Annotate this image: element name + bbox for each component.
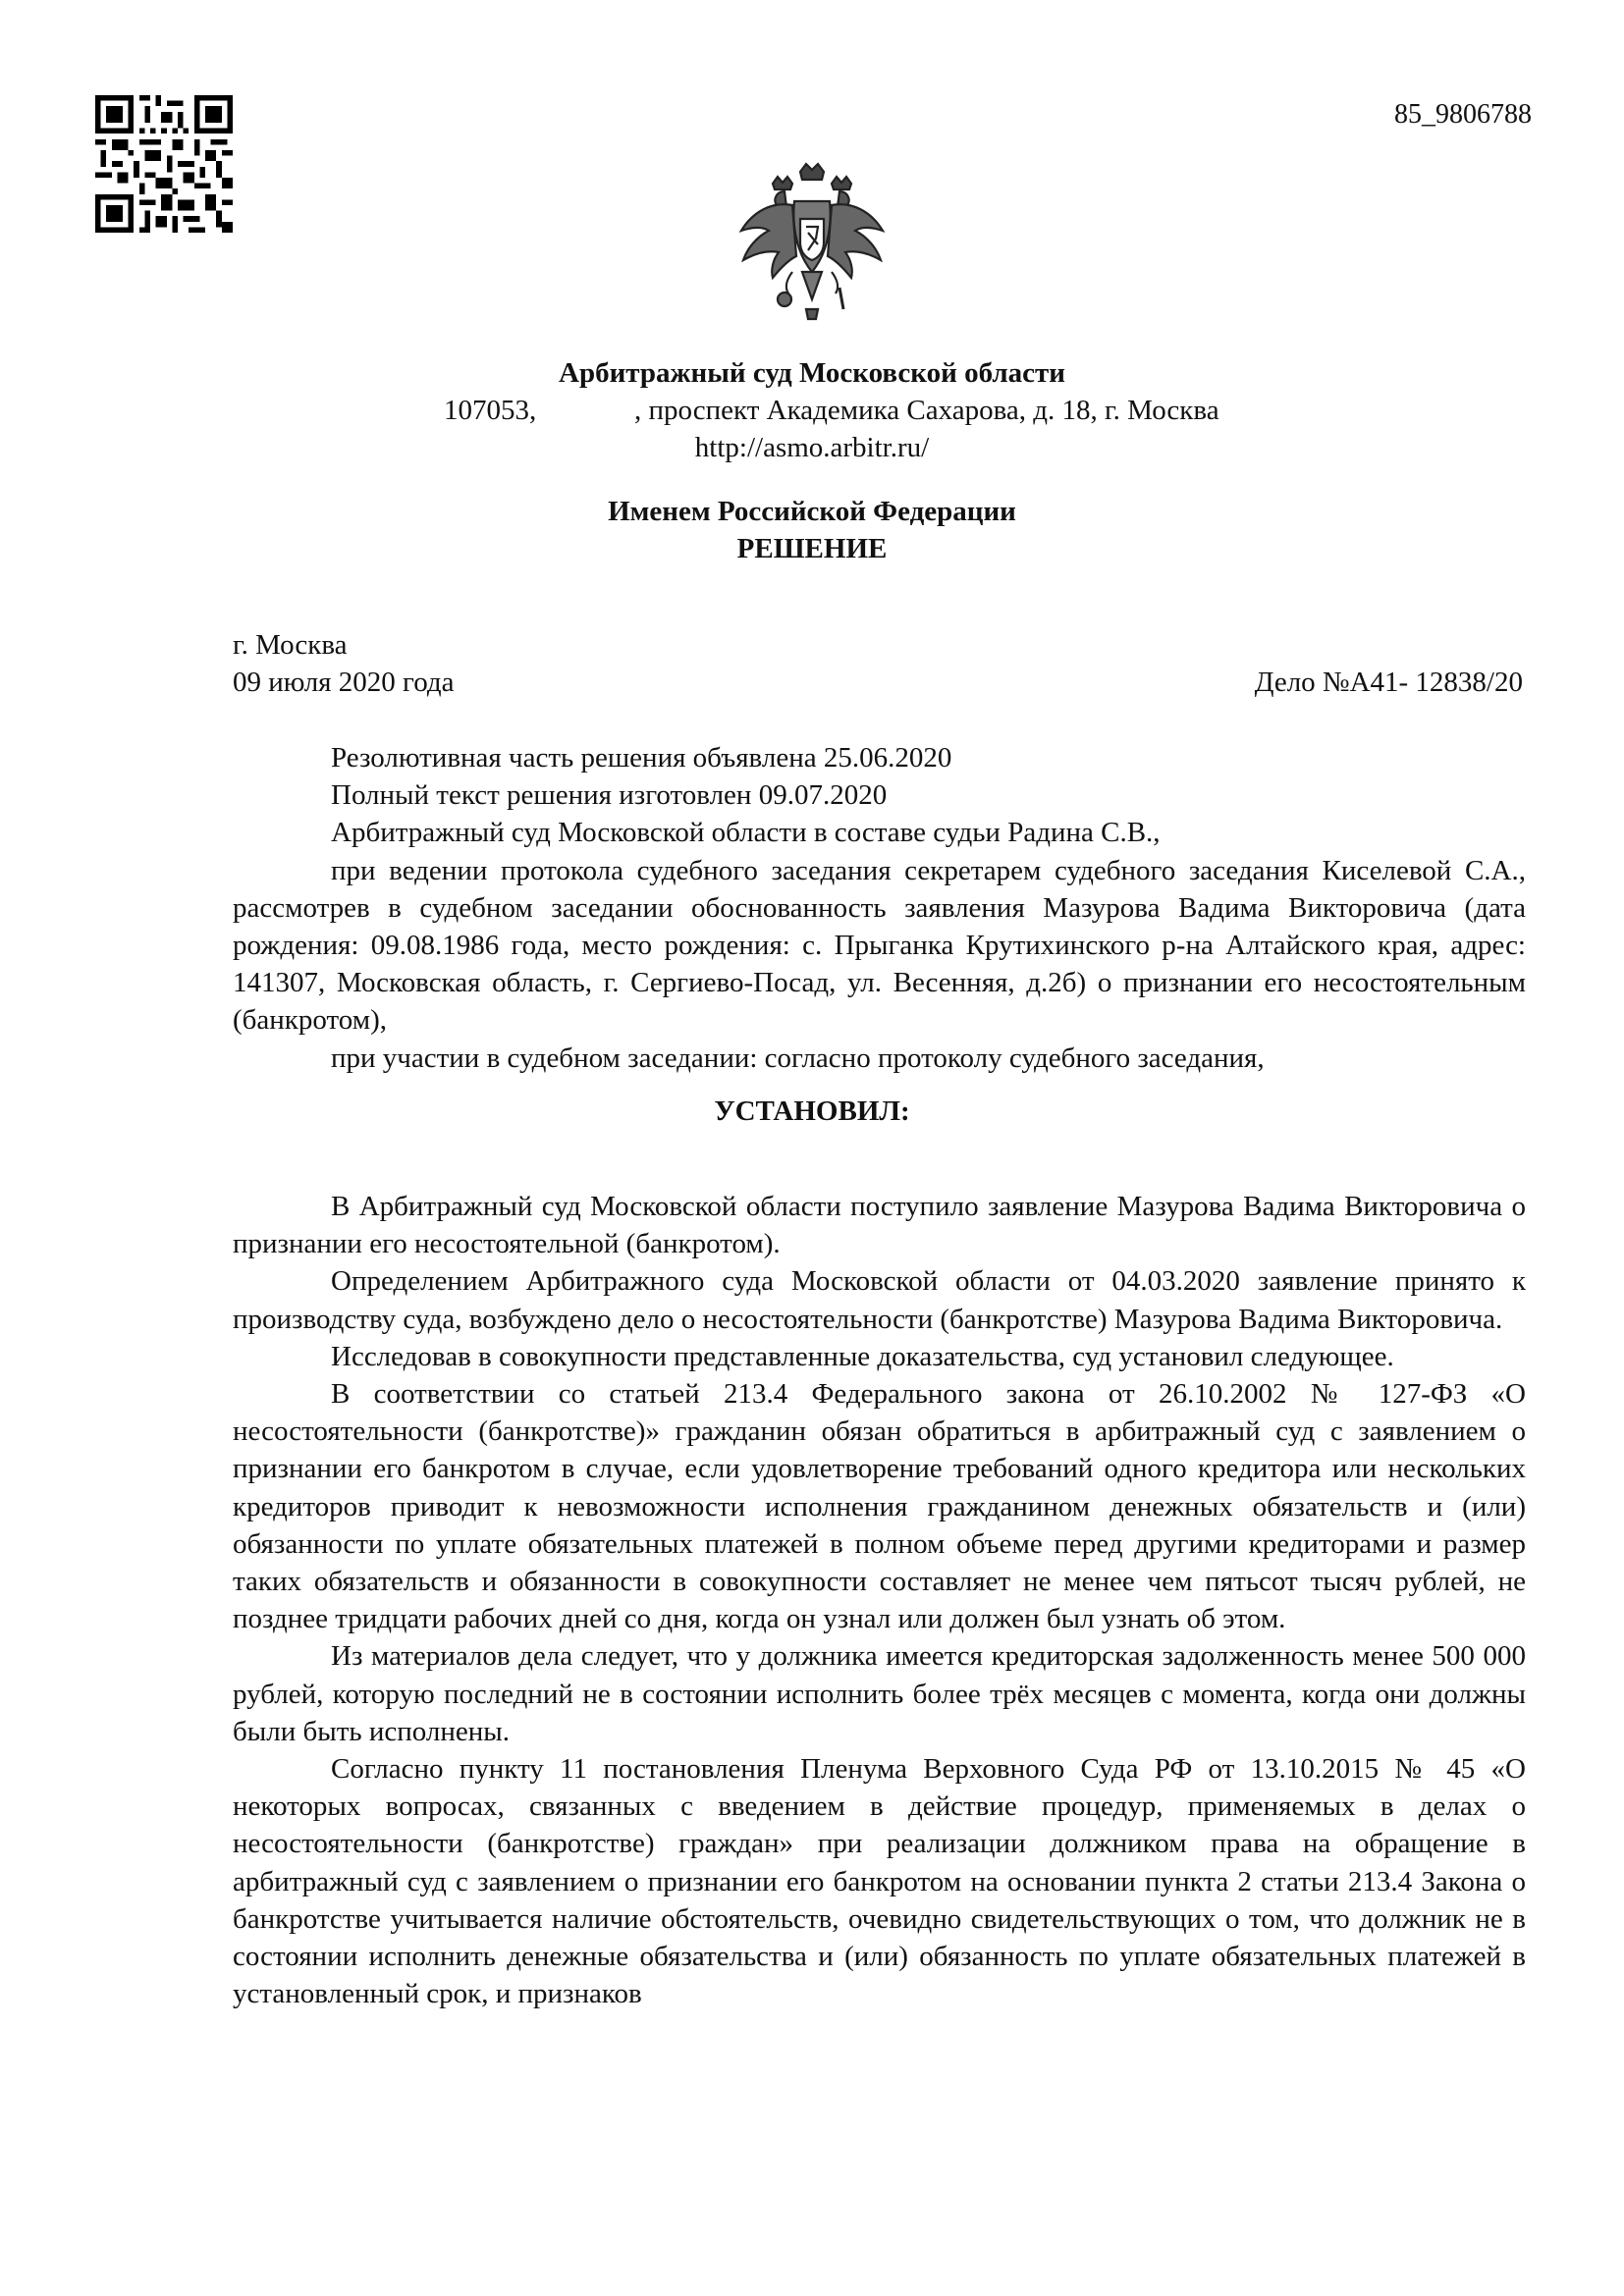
body-paragraph: Из материалов дела следует, что у должника имеется кредиторская задолженность менее 500 000 рублей, которую последний не в состоянии исполнить более трёх месяцев с момента, когда они должны были быть исполнены.	[233, 1640, 1526, 1747]
document-id: 85_9806788	[1394, 99, 1532, 130]
qr-code-icon	[95, 95, 233, 233]
coat-of-arms-icon	[733, 162, 891, 322]
decision-date: 09 июля 2020 года	[233, 667, 455, 698]
body-paragraph: В Арбитражный суд Московской области поступило заявление Мазурова Вадима Викторовича о признании его несостоятельной (банкротом).	[233, 1191, 1526, 1260]
body-paragraph: Определением Арбитражного суда Московской области от 04.03.2020 заявление принято к производству суда, возбуждено дело о несостоятельности (банкротстве) Мазурова Вадима Викторовича.	[233, 1265, 1526, 1335]
court-address: , проспект Академика Сахарова, д. 18, г. Москва	[634, 395, 1219, 426]
body-paragraph: Согласно пункту 11 постановления Пленума Верховного Суда РФ от 13.10.2015 № 45 «О некоторых вопросах, связанных с введением в действие процедур, применяемых в делах о несостоятельности (банкротстве) граждан» при реализации должником права на обращение в арбитражный суд с заявлением о признании его банкротом на основании пункта 2 статьи 213.4 Закона о банкротстве учитывается наличие обстоятельств, очевидно свидетельствующих о том, что должник не в состоянии исполнить денежные обязательства и (или) обязанность по уплате обязательных платежей в установленный срок, и признаков	[233, 1753, 1526, 2010]
intro-block	[233, 739, 1526, 1077]
intro-line: Резолютивная часть решения объявлена 25.06.2020	[331, 742, 952, 774]
intro-line: Полный текст решения изготовлен 09.07.2020	[331, 779, 888, 812]
body-paragraph: Исследовав в совокупности представленные доказательства, суд установил следующее.	[331, 1340, 1394, 1372]
intro-line: при участии в судебном заседании: согласно протоколу судебного заседания,	[331, 1041, 1265, 1074]
court-zip: 107053,	[444, 395, 537, 426]
case-number: Дело №А41- 12838/20	[1254, 667, 1523, 698]
court-website: http://asmo.arbitr.ru/	[694, 432, 930, 463]
decision-body	[233, 1188, 1526, 2012]
document-title: РЕШЕНИЕ	[736, 533, 888, 564]
intro-paragraph: при ведении протокола судебного заседания секретарем судебного заседания Киселевой С.А., рассмотрев в судебном заседании обоснованность заявления Мазурова Вадима Викторовича (дата рождения: 09.08.1986 года, место рождения: с. Прыганка Крутихинского р-на Алтайского края, адрес: 141307, Московская область, г. Сергиево-Посад, ул. Весенняя, д.2б) о признании его несостоятельным (банкротом),	[233, 854, 1526, 1037]
section-title: УСТАНОВИЛ:	[714, 1095, 910, 1127]
city: г. Москва	[233, 629, 348, 661]
body-paragraph: В соответствии со статьей 213.4 Федерального закона от 26.10.2002 № 127-ФЗ «О несостоятельности (банкротстве)» гражданин обязан обратиться в арбитражный суд с заявлением о признании его банкротом в случае, если удовлетворение требований одного кредитора или нескольких кредиторов приводит к невозможности исполнения гражданином денежных обязательств и (или) обязанности по уплате обязательных платежей в полном объеме перед другими кредиторами и размер таких обязательств и обязанности в совокупности составляет не менее чем пятьсот тысяч рублей, не позднее тридцати рабочих дней со дня, когда он узнал или должен был узнать об этом.	[233, 1378, 1526, 1635]
intro-line: Арбитражный суд Московской области в составе судьи Радина С.В.,	[331, 817, 1161, 849]
in-name-of-heading: Именем Российской Федерации	[608, 496, 1016, 527]
court-name: Арбитражный суд Московской области	[559, 357, 1065, 389]
